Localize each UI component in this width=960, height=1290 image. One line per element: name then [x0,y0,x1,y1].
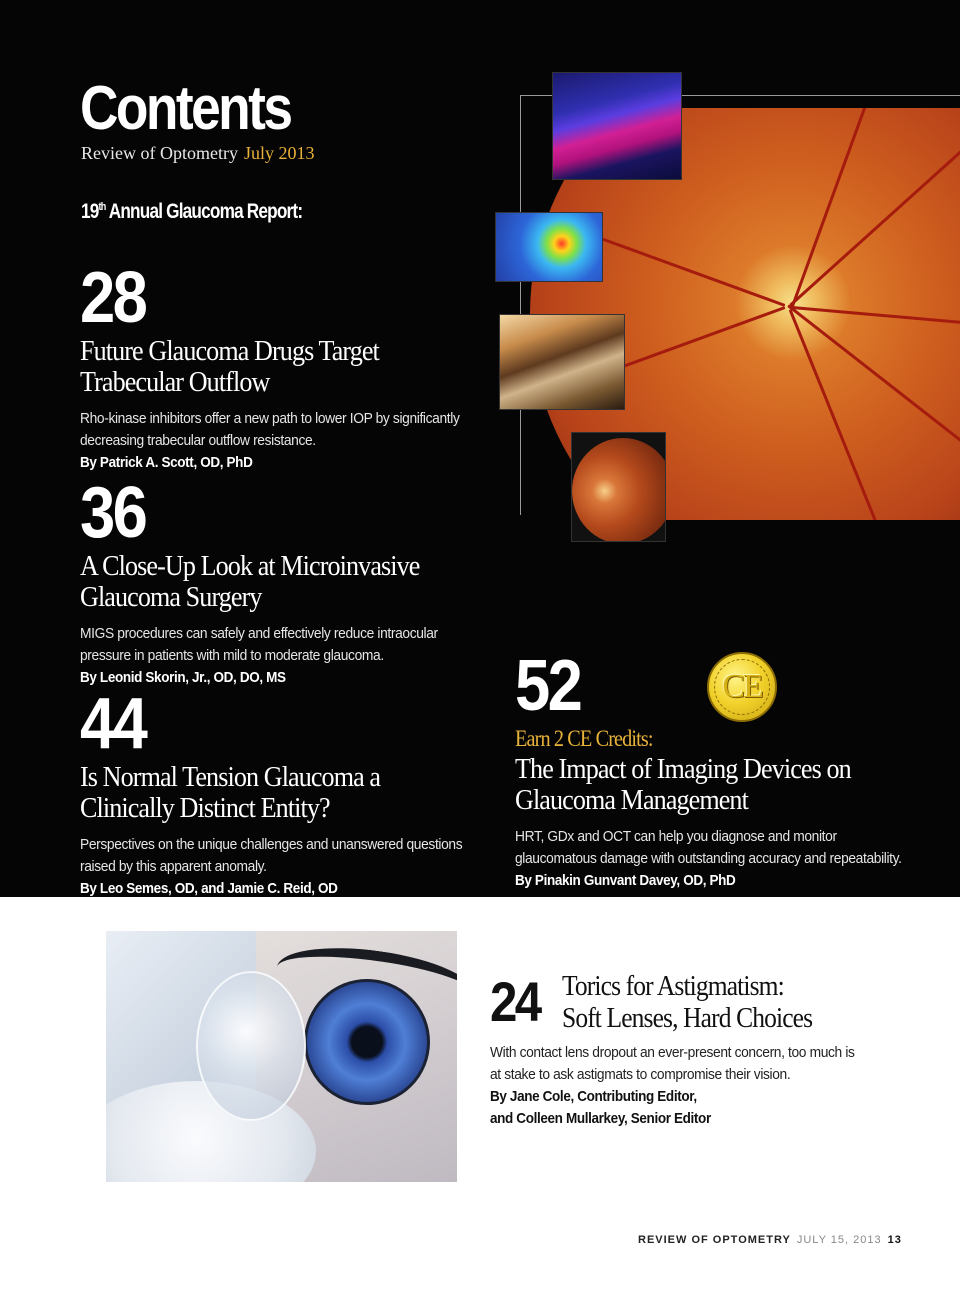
footer-page-number: 13 [887,1234,902,1246]
page-footer [638,1234,902,1246]
article-page-number: 36 [80,473,146,553]
feature-byline-line: By Jane Cole, Contributing Editor, [490,1088,697,1105]
ce-badge-text: CE [714,659,770,715]
fundus-ball [572,438,666,542]
article-title-line: The Impact of Imaging Devices on [515,753,851,785]
article-page-number: 52 [515,646,581,726]
feature-byline [490,1086,850,1130]
article-description: Perspectives on the unique challenges and unanswered questions raised by this apparent anomaly. [80,836,463,875]
contact-lens-photo [106,931,457,1182]
article-byline: By Pinakin Gunvant Davey, OD, PhD [515,872,736,889]
footer-date: JULY 15, 2013 [796,1234,882,1246]
masthead-subtitle [81,143,314,164]
iris [304,979,430,1105]
article-title-line: Glaucoma Surgery [80,581,262,613]
article-title[interactable] [515,754,911,816]
article-byline: By Leonid Skorin, Jr., OD, DO, MS [80,669,286,686]
report-ordinal-number: 19 [81,200,99,223]
article-title-line: Clinically Distinct Entity? [80,792,330,824]
blood-vessel [597,236,786,307]
blood-vessel [789,309,889,520]
ce-credits-label: Earn 2 CE Credits: [515,726,653,751]
fundus-thumbnail [571,432,666,542]
footer-publication: REVIEW OF OPTOMETRY [638,1234,791,1246]
oct-scan-thumbnail [552,72,682,180]
article-title-line: Is Normal Tension Glaucoma a [80,761,381,793]
article-description: MIGS procedures can safely and effectively reduce intraocular pressure in patients with mild to moderate glaucoma. [80,625,438,664]
feature-title-line: Soft Lenses, Hard Choices [562,1002,813,1034]
article-title[interactable] [80,551,467,613]
blood-vessel [789,130,960,306]
article-page-number: 28 [80,258,146,338]
feature-byline-line: and Colleen Mullarkey, Senior Editor [490,1110,711,1127]
report-ordinal-suffix: th [98,201,106,213]
publication-name: Review of Optometry [81,143,238,163]
article-title[interactable] [80,762,467,824]
article-page-number: 44 [80,684,146,764]
gonioscopy-thumbnail [499,314,625,410]
feature-title[interactable] [562,970,852,1034]
article-title-line: Trabecular Outflow [80,366,270,398]
article-36[interactable] [80,473,510,689]
blood-vessel [791,108,872,308]
article-byline: By Patrick A. Scott, OD, PhD [80,454,253,471]
article-description: HRT, GDx and OCT can help you diagnose and monitor glaucomatous damage with outstanding accuracy and repeatability. [515,828,902,867]
article-byline: By Leo Semes, OD, and Jamie C. Reid, OD [80,880,338,897]
feature-title-line: Torics for Astigmatism: [562,970,784,1002]
article-title-line: Future Glaucoma Drugs Target [80,335,379,367]
contents-title: Contents [80,74,291,143]
article-28[interactable] [80,258,510,474]
article-44[interactable] [80,684,510,900]
report-label-text: Annual Glaucoma Report: [108,200,303,223]
article-title-line: A Close-Up Look at Microinvasive [80,550,420,582]
blood-vessel [787,304,960,460]
ce-badge-icon [707,652,777,722]
contact-lens [196,971,306,1121]
report-label [81,200,302,224]
issue-date: July 2013 [243,143,315,163]
feature-description: With contact lens dropout an ever-present concern, too much is at stake to ask astigmats to compromise their vision. [490,1044,855,1083]
article-title[interactable] [80,336,467,398]
article-title-line: Glaucoma Management [515,784,748,816]
thickness-map-thumbnail [495,212,603,282]
article-description: Rho-kinase inhibitors offer a new path to lower IOP by significantly decreasing trabecular outflow resistance. [80,410,460,449]
feature-page-number: 24 [490,970,540,1033]
